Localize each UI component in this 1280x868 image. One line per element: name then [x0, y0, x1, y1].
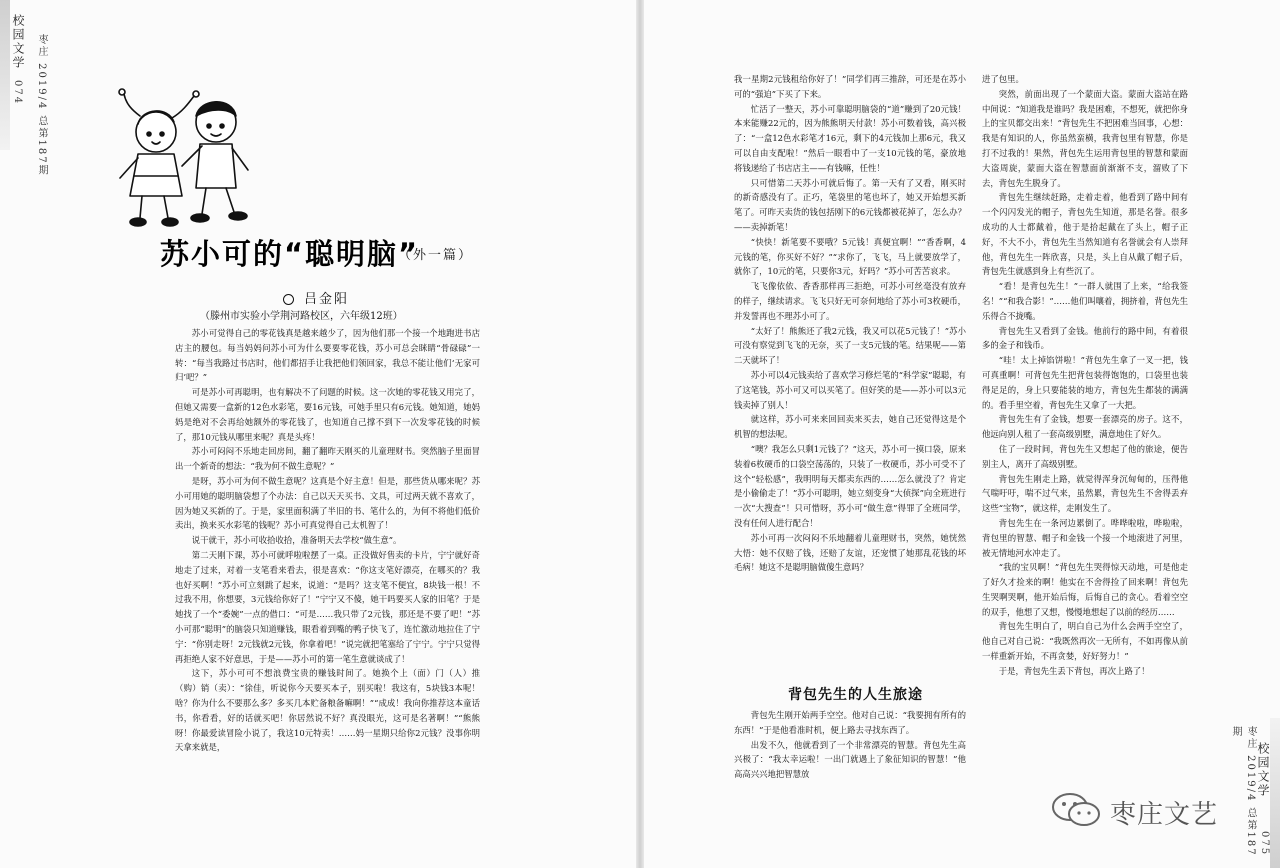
story1-column [175, 326, 480, 800]
paragraph: 出发不久，他就看到了一个非常漂亮的智慧。背包先生高兴极了：“我太幸运啦！一出门就遇上了象征知识的智慧！”他高高兴兴地把智慧放 [734, 739, 966, 780]
paragraph: 背包先生明白了，明白自己为什么会两手空空了，他自己对自己说：“我既然再次一无所有，不如再像从前一样重新开始，不再贪婪，好好努力！” [982, 621, 1188, 662]
paragraph: 背包先生刚走上路，就觉得浑身沉甸甸的，压得他气喘吁吁，喘不过气来，虽然累，背包先生不舍得丢弃这些“宝物”，就这样，走刚发生了。 [982, 473, 1188, 514]
paragraph: 背包先生在一条河边累倒了。哗哗啦啦，哗啦啦，背包里的智慧、帽子和金钱一个接一个地滚进了河里，被无情地河水冲走了。 [982, 517, 1188, 558]
paragraph: “噢？我怎么只剩1元钱了？”这天，苏小可一摸口袋，原来装着6枚硬币的口袋空荡荡的，只装了一枚硬币，苏小可受不了这个“轻松感”，我明明每天都卖东西的……怎么就没了？肯定是小偷偷走了！”苏小可聪明，她立刻变身“大侦探”向全班进行一次“大搜查”！只可惜呀，苏小可“做生意”得罪了全班同学，没有任何人进行配合！ [734, 443, 966, 528]
children-illustration [98, 86, 268, 236]
paragraph: 说干就干，苏小可收拾收拾，准备明天去学校“做生意”。 [191, 535, 402, 546]
paragraph: “我的宝贝啊！”背包先生哭得惊天动地，可是他走了好久才捡来的啊！他实在不舍得捡了回来啊！背包先生哭啊哭啊，他开始后悔，后悔自己的贪心。看着空空的双手，他想了又想，慢慢地想起了以前的经历…… [982, 562, 1188, 617]
paragraph: 背包先生又看到了金钱。他前行的路中间，有着很多的金子和钱币。 [982, 325, 1188, 351]
paragraph: 是呀，苏小可为何不做生意呢？这真是个好主意！但是，那些货从哪来呢？苏小可用她的聪明脑袋想了个办法：自己以天天买书、文具，可过两天就不喜欢了，因为她又买新的了。于是，家里面积满了半旧的书、笔什么的，为何不将他们低价卖出，换来买水彩笔的钱呢？苏小可真觉得自己太机智了！ [175, 475, 480, 531]
left-folio-bar [0, 0, 10, 150]
column-name-right: 校园文学 [1256, 742, 1270, 798]
paragraph: 就这样，苏小可来来回回卖来买去，她自己还觉得这是个机智的想法呢。 [734, 414, 966, 440]
paragraph: 背包先生刚开始两手空空。他对自己说：“我要拥有所有的东西！”于是他看准时机，便上路去寻找东西了。 [734, 710, 966, 735]
paragraph: 可是苏小可再聪明，也有解决不了问题的时候。这一次她的零花钱又用完了，但她又需要一盒新的12色水彩笔，要16元钱，可她手里只有6元钱。她知道，她妈妈是绝对不会再给她额外的零花钱了，也知道自己撑不到下一次发零花钱的时候了，那10元钱从哪里来呢？真是头疼！ [175, 387, 480, 442]
story2-column-right [982, 72, 1188, 752]
paragraph: 背包先生继续赶路，走着走着，他看到了路中间有一个闪闪发光的帽子，背包先生知道，那是名誉。很多成功的人士都戴着，他于是拾起戴在了头上，帽子正好，不大不小，背包先生当然知道有名誉就会有人崇拜他，背包先生一阵欣喜，只是，头上自从戴了帽子后，背包先生就感到身上有些沉了。 [982, 192, 1188, 277]
paragraph: 苏小可以4元钱卖给了喜欢学习修烂笔的“科学家”聪聪，有了这笔钱，苏小可又可以买笔了。但好笑的是——苏小可以3元钱卖掉了别人！ [734, 369, 966, 410]
left-folio-strip [0, 0, 26, 868]
paragraph: 于是，背包先生丢下背包，再次上路了！ [998, 665, 1150, 676]
paragraph: 突然，前面出现了一个蒙面大盗。蒙面大盗站在路中间说：“知道我是谁吗？我是困难，不想死，就把你身上的宝贝都交出来！”背包先生不把困难当回事，心想：我是有知识的人，你虽然蛮横，我背包里有智慧，你是打不过我的！果然，背包先生运用背包里的智慧和蒙面大盗周旋，蒙面大盗在智慧面前渐渐不支，溜败了下去，背包先生脱身了。 [982, 88, 1188, 188]
column-name-left: 校园文学 [11, 14, 25, 70]
author-line [283, 288, 349, 307]
story2-column-left [734, 708, 966, 808]
paragraph: 第二天刚下课，苏小可就呼啦啦摆了一桌。正没做好售卖的卡片，宁宁就好奇地走了过来，对着一支笔看来看去，很是喜欢：“你这支笔好漂亮，在哪买的？我也好买啊！”苏小可立刻跳了起来，说道：“是吗？这支笔不便宜，8块钱一根！不过我不用，你想要，3元钱给你好了！”宁宁又不傻，她干吗要买人家的旧笔？于是她找了一个“委婉”一点的借口：“可是……我只带了2元钱，那还是不要了吧！”苏小可那“聪明”的脑袋只知道赚钱，眼看着到嘴的鸭子快飞了，连忙激动地拉住了宁宁：“你别走呀！2元钱就2元钱，你拿着吧！”说完就把笔塞给了宁宁。宁宁只觉得再拒绝人家不好意思，于是——苏小可的第一笔生意就谈成了！ [175, 549, 480, 664]
issue-info-left: 枣庄 2019/4 总第187期 [36, 34, 47, 177]
story-title: 苏小可的“聪明脑” [160, 237, 420, 271]
story2-title: 背包先生的人生旅途 [788, 687, 923, 703]
paragraph: “快快！新笔要不要哦？5元钱！真便宜啊！”“香香啊，4元钱的笔，你买好不好？”“求你了，飞飞，马上就要放学了，就你了，10元的笔，只要你3元，好吗？”苏小可苦苦哀求。 [734, 236, 966, 277]
paragraph: 苏小可觉得自己的零花钱真是越来越少了，因为他们那一个接一个地跑进书店店主的腰包。每当妈妈问苏小可为什么要要零花钱，苏小可总会眯睛“骨碌碌”一转：“每当我路过书店时，他们都招手让我把他们领回家，我总不能让他们‘无家可归’吧？” [175, 328, 480, 383]
author-name: 吕金阳 [304, 292, 350, 307]
paragraph: 苏小可再一次闷闷不乐地翻着儿童理财书，突然，她恍然大悟：她不仅赔了钱，还赔了友谊，还宠惯了她那乱花钱的坏毛病！她这不是聪明脑做傻生意吗？ [734, 532, 966, 573]
wechat-account-name: 枣庄文艺 [1110, 800, 1219, 830]
paragraph: 住了一段时间，背包先生又想起了他的旅途，便告别主人，离开了高级别墅。 [982, 443, 1188, 469]
paragraph: “哇！太上掉馅饼啦！”背包先生拿了一叉一把，钱可真重啊！可背包先生把背包装得饱饱的，口袋里也装得足足的，身上只要能装的地方，背包先生都装的满满的。看手里空着，背包先生又拿了一大把。 [982, 355, 1188, 410]
page-gutter [636, 0, 644, 868]
paragraph: “看！是背包先生！”一群人就围了上来，“给我签名！”“和我合影！”……他们叫嚷着，拥挤着，背包先生乐得合不拢嘴。 [982, 281, 1188, 321]
paragraph: 进了包里。 [982, 74, 1024, 84]
wechat-icon [1050, 792, 1104, 828]
paragraph: 我一星期2元钱租给你好了！”同学们再三推辞，可还是在苏小可的“强迫”下买了下来。 [734, 74, 966, 99]
paragraph: 飞飞像依依、香香那样再三拒绝，可苏小可丝毫没有放弃的样子，继续请求。飞飞只好无可奈何地给了苏小可3枚硬币，并发誓再也不理苏小可了。 [734, 281, 966, 321]
paragraph: 这下，苏小可可不想浪费宝贵的赚钱时间了。她换个上（面）门（人）推（购）销（卖）：“徐佳，听说你今天要买本子，别买啦！我这有，5块钱3本呢！啥？你为什么不要那么多？多买几本贮备粮备嘛啊！”“成成！我向你推荐这本童话书，你看看，好的话就买吧！你居然说不好？真没眼光，这可是名著啊！”“熊熊呀！你最爱读冒险小说了，我这10元特卖！……妈一星期只给你2元钱？没事你明天拿来就是， [175, 668, 480, 753]
author-affiliation: （滕州市实验小学荆河路校区，六年级12班） [200, 311, 403, 322]
wechat-watermark [1050, 788, 1260, 832]
author-circle-icon [283, 294, 294, 305]
paragraph: 忙活了一整天，苏小可靠聪明脑袋的“道”赚到了20元钱！本来能赚22元的，因为熊熊明天付款！苏小可数着钱，高兴极了：“一盒12色水彩笔才16元，剩下的4元钱加上那6元，我又可以自由支配啦！”然后一眼看中了一支10元钱的笔，豪放地将钱递给了书店店主——有钱嘛，任性！ [734, 103, 966, 173]
paragraph: 只可惜第二天苏小可就后悔了。第一天有了又看，刚买时的新奇感没有了。正巧，笔袋里的笔也坏了，她又开始想买新笔了。可昨天卖货的钱包括刚下的6元钱都被花掉了，怎么办？——卖掉新笔！ [734, 177, 966, 232]
paragraph: “太好了！熊熊还了我2元钱，我又可以花5元钱了！”苏小可没有察觉到飞飞的无奈，买了一支5元钱的笔。结果呢——第二天就坏了！ [734, 325, 966, 366]
paragraph: 苏小可闷闷不乐地走回房间，翻了翻昨天刚买的儿童理财书。突然脑子里面冒出一个新奇的想法：“我为何不做生意呢？” [175, 446, 480, 472]
story1-continued-column [734, 72, 966, 664]
paragraph: 背包先生有了金钱，想要一套漂亮的房子。这不，他远向别人租了一套高级别墅，满意地住了好久。 [982, 414, 1188, 440]
issue-info-right: 枣庄 2019/4 总第187期 [1230, 726, 1256, 857]
page-number-left: 074 [12, 80, 23, 106]
page-number-right: 075 [1259, 830, 1270, 856]
story-title-extra: （外一篇） [398, 248, 474, 263]
